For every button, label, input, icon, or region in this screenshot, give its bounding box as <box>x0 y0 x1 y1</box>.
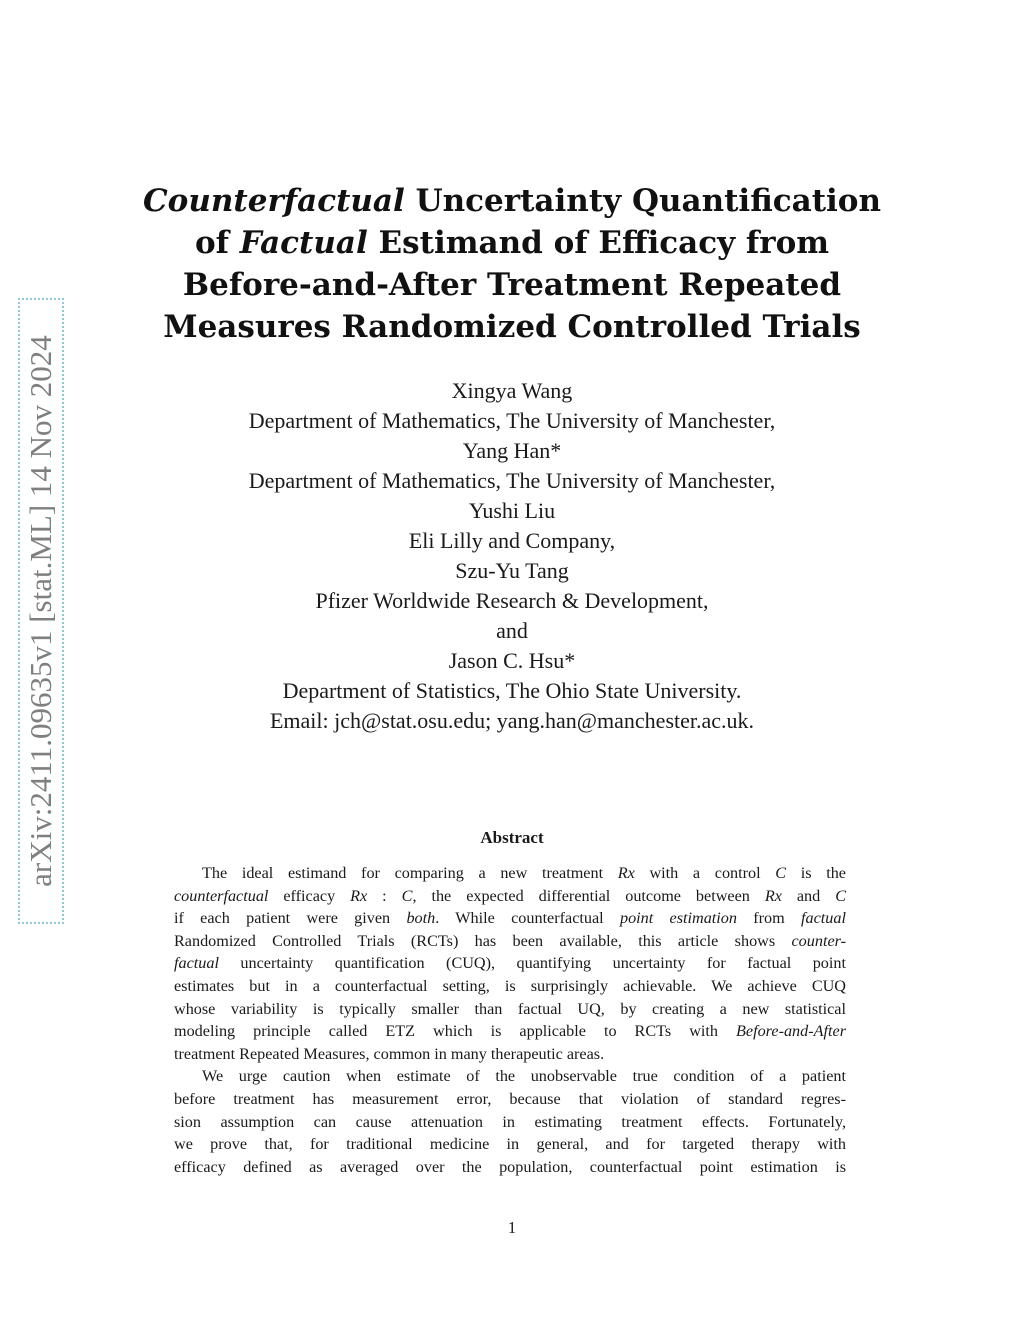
abstract-line: sion assumption can cause attenuation in estimating treatment effects. Fortunately, <box>174 1112 846 1131</box>
author-name: Xingya Wang <box>451 378 573 403</box>
abstract-heading: Abstract <box>480 828 544 847</box>
author-block <box>112 376 912 736</box>
title-line-1: Counterfactual Uncertainty Quantification <box>142 183 882 219</box>
author-affiliation: Department of Mathematics, The University of Manchester, <box>248 468 776 493</box>
title-line-3: Before-and-After Treatment Repeated <box>182 267 842 303</box>
author-affiliation: Eli Lilly and Company, <box>408 528 616 553</box>
author-affiliation: Pfizer Worldwide Research & Development, <box>315 588 709 613</box>
arxiv-identifier[interactable]: arXiv:2411.09635v1 [stat.ML] 14 Nov 2024 <box>23 335 58 887</box>
author-email[interactable]: Email: jch@stat.osu.edu; yang.han@manchester.ac.uk. <box>269 708 755 733</box>
author-name: Szu-Yu Tang <box>455 558 569 583</box>
abstract-line: factual uncertainty quantification (CUQ), quantifying uncertainty for factual point <box>174 954 846 973</box>
abstract-line: treatment Repeated Measures, common in many therapeutic areas. <box>174 1044 605 1063</box>
abstract-paragraph-1 <box>174 862 846 1065</box>
abstract-line: whose variability is typically smaller than factual UQ, by creating a new statistical <box>174 999 846 1018</box>
author-affiliation: Department of Statistics, The Ohio State University. <box>282 678 742 703</box>
abstract-line: Randomized Controlled Trials (RCTs) has been available, this article shows counter- <box>174 931 846 950</box>
abstract-line: before treatment has measurement error, because that violation of standard regres- <box>174 1089 846 1108</box>
abstract-line: estimates but in a counterfactual setting, is surprisingly achievable. We achieve CUQ <box>174 976 846 995</box>
abstract-line: The ideal estimand for comparing a new treatment Rx with a control C is the <box>202 864 846 882</box>
abstract-line: modeling principle called ETZ which is applicable to RCTs with Before-and-After <box>174 1022 846 1041</box>
title-line-2: of Factual Estimand of Efficacy from <box>194 225 830 261</box>
paper-title <box>120 180 904 348</box>
author-name: Yushi Liu <box>468 498 556 523</box>
abstract-line: efficacy defined as averaged over the population, counterfactual point estimation is <box>174 1157 846 1176</box>
abstract-line: we prove that, for traditional medicine in general, and for targeted therapy with <box>174 1135 846 1154</box>
title-line-4: Measures Randomized Controlled Trials <box>163 309 861 345</box>
abstract-line: counterfactual efficacy Rx : C, the expected differential outcome between Rx and C <box>174 886 847 905</box>
abstract-paragraph-2 <box>174 1065 846 1178</box>
author-name: Yang Han* <box>462 438 562 463</box>
page-number: 1 <box>507 1218 517 1237</box>
abstract-line: if each patient were given both. While counterfactual point estimation from factual <box>174 909 846 928</box>
abstract-line: We urge caution when estimate of the unobservable true condition of a patient <box>202 1067 846 1086</box>
author-name: Jason C. Hsu* <box>448 648 576 673</box>
author-conjunction: and <box>496 618 528 643</box>
author-affiliation: Department of Mathematics, The University of Manchester, <box>248 408 776 433</box>
abstract-body <box>174 862 846 1178</box>
